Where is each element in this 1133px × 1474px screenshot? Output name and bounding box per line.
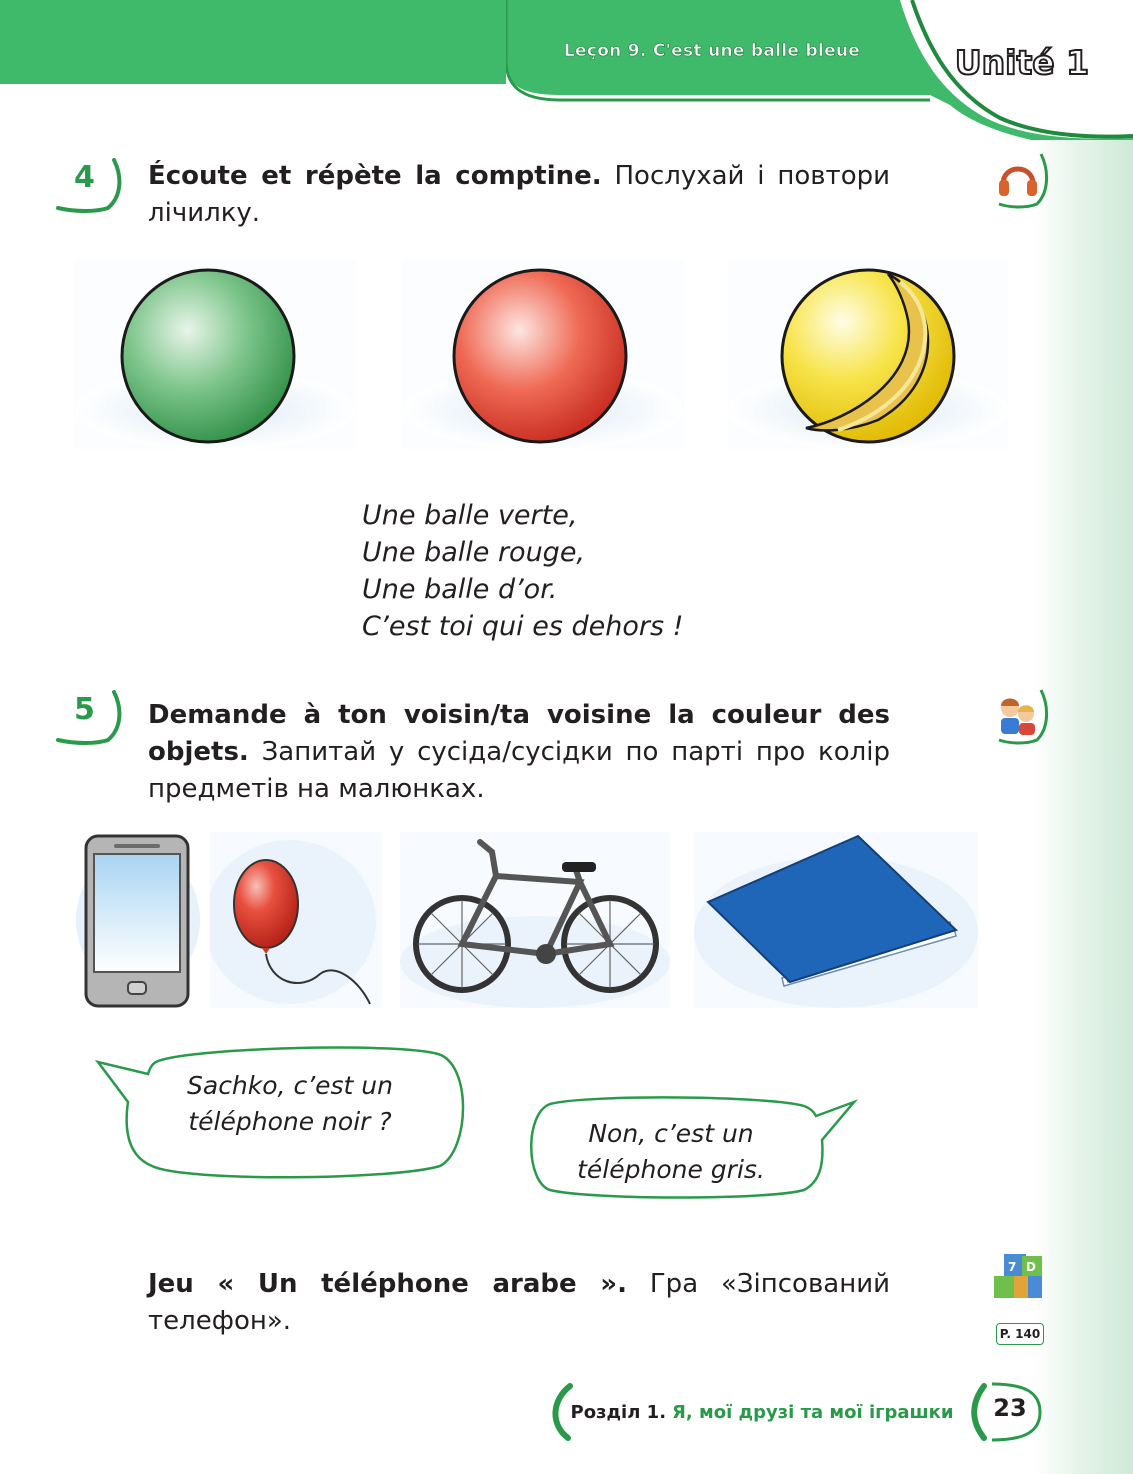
headphones-icon	[993, 150, 1045, 208]
svg-text:D: D	[1026, 1260, 1036, 1274]
exercise-5-number	[56, 690, 126, 742]
folder-picture	[694, 832, 978, 1008]
game-instruction-ua: Гра «Зіпсований телефон».	[148, 1269, 891, 1336]
exercise-4-number-text: 4	[74, 160, 95, 195]
footer-section-title	[552, 1390, 972, 1434]
lesson-title: Leçon 9. C'est une balle bleue	[563, 41, 861, 61]
exercise-5-instruction-fr: Demande à ton voisin/ta voisine la couleur des objets.	[148, 700, 890, 767]
exercise-4-number	[56, 158, 126, 210]
poem	[362, 497, 782, 645]
green-ball-picture	[74, 260, 356, 450]
balloon-picture	[210, 832, 382, 1008]
bicycle-picture	[400, 832, 670, 1008]
speech-bubble-left-text	[150, 1068, 430, 1140]
page-number: 23	[993, 1394, 1027, 1422]
footer-section-label: Розділ 1.	[570, 1401, 667, 1423]
exercise-4-instruction	[148, 158, 890, 232]
bubble-line: téléphone gris.	[577, 1155, 765, 1184]
exercise-5-instruction-ua: Запитай у сусіда/сусідки по парті про колір предметів на малюнках.	[148, 737, 890, 804]
blocks-icon	[992, 1252, 1044, 1322]
footer-section-name: Я, мої друзі та мої іграшки	[672, 1401, 954, 1423]
unit-title: Unité 1	[954, 42, 1090, 82]
exercise-5-instruction	[148, 697, 890, 808]
poem-line: C’est toi qui es dehors !	[362, 611, 684, 642]
exercise-4-instruction-fr: Écoute et répète la comptine.	[148, 161, 602, 191]
bubble-line: Sachko, c’est un	[187, 1071, 393, 1100]
exercise-5-number-text: 5	[74, 692, 95, 727]
yellow-ball-picture	[728, 260, 1008, 450]
poem-line: Une balle rouge,	[362, 537, 586, 568]
game-instruction	[148, 1266, 890, 1340]
red-ball-picture	[402, 260, 684, 450]
exercise-4-instruction-ua: Послухай і повтори лічилку.	[148, 161, 891, 228]
phone-picture	[74, 832, 202, 1010]
pair-work-icon	[993, 686, 1045, 744]
poem-line: Une balle d’or.	[362, 574, 558, 605]
speech-bubble-right-text	[536, 1116, 806, 1188]
page-reference-badge[interactable]: P. 140	[996, 1323, 1044, 1345]
game-instruction-fr: Jeu « Un téléphone arabe ».	[148, 1269, 627, 1299]
bubble-line: téléphone noir ?	[188, 1107, 392, 1136]
svg-text:7: 7	[1008, 1260, 1017, 1274]
bubble-line: Non, c’est un	[588, 1119, 754, 1148]
poem-line: Une balle verte,	[362, 500, 578, 531]
